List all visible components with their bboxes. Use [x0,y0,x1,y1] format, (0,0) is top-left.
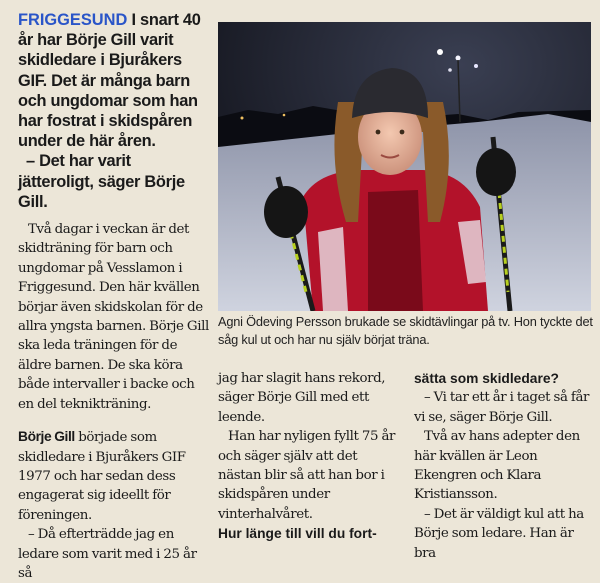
photo-caption: Agni Ödeving Persson brukade se skidtävlingar på tv. Hon tyckte det såg kul ut och har nu själv börjat träna. [218,314,593,348]
street-light-1 [437,49,443,55]
question-heading-part-2: sätta som skidledare? [414,371,559,386]
question-heading-part-1: Hur länge till vill du fort- [218,526,377,542]
left-column [18,10,210,583]
street-light-3 [474,64,478,68]
dateline-kicker: FRIGGESUND [18,11,128,29]
photo-skier-girl [218,22,591,311]
article-photo [218,22,591,311]
street-light-4 [448,68,452,72]
right-column [414,369,598,563]
body-paragraph-3: – Då efterträdde jag en ledare som varit med i 25 år så [18,527,197,581]
middle-column [218,369,400,544]
distant-light-2 [283,114,286,117]
jacket-panel [368,190,423,311]
col2-paragraph-2: Han har nyligen fyllt 75 år och säger själv att det nästan blir så att han bor i skidspåren under vinterhalvåret. [218,429,396,522]
distant-light-1 [241,117,244,120]
lead-quote: – Det har varit jätteroligt, säger Börje Gill. [18,152,185,211]
body-paragraph-2 [18,427,210,525]
girl-eye-left [376,130,381,135]
girl-eye-right [400,130,405,135]
glove-right [476,148,516,196]
body-paragraph-1: Två dagar i veckan är det skidträning för barn och ungdomar på Vesslamon i Friggesund. Den här kvällen börjar även skidskolan för de allra yngsta barnen. Börje Gill ska leda träningen för de äldre barnen. De ska köra både intervaller i backe och en del teknikträning. [18,222,209,412]
body-paragraph-2-text: började som skidledare i Bjuråkers GIF 1977 och har sedan dess engagerat sig ideellt för föreningen. [18,430,186,523]
col3-paragraph-3: – Det är väldigt kul att ha Börje som ledare. Han är bra [414,506,584,561]
street-light-2 [456,56,461,61]
col3-paragraph-2: Två av hans adepter den här kvällen är Leon Ekengren och Klara Kristiansson. [414,429,580,503]
glove-left [264,186,308,238]
article-lead [18,10,210,151]
col2-paragraph-1: jag har slagit hans rekord, säger Börje Gill med ett leende. [218,371,386,425]
jacket-stripe [318,227,348,311]
lead-text: I snart 40 år har Börje Gill varit skidledare i Bjuråkers GIF. Det är många barn och ungdomar som han har fostrat i skidspåren under de här åren. [18,11,201,151]
subhead-borje-gill: Börje Gill [18,429,75,445]
col3-paragraph-1: – Vi tar ett år i taget så får vi se, säger Börje Gill. [414,390,590,425]
